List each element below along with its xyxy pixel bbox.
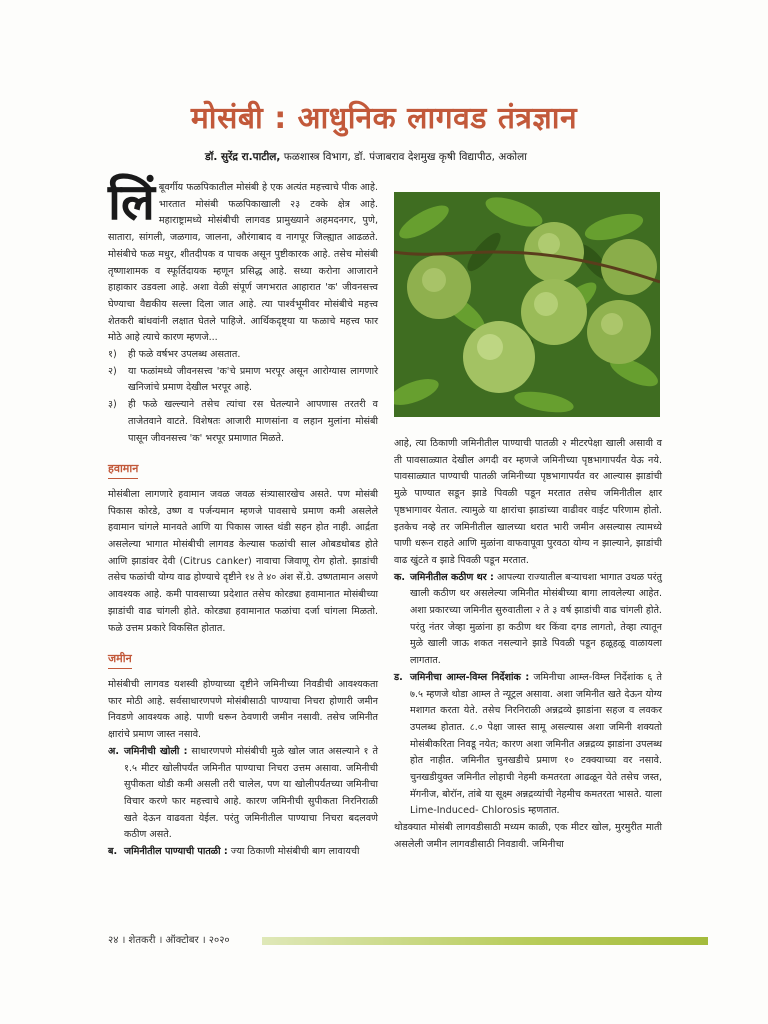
- item-lead: जमिनीची खोली :: [124, 745, 188, 757]
- mosambi-fruit-photo: [394, 192, 660, 417]
- list-item: [108, 347, 378, 364]
- water-level-item: [108, 844, 378, 861]
- ph-item: [394, 670, 662, 820]
- item-lead: जमिनीचा आम्ल-विम्ल निर्देशांक :: [410, 671, 530, 683]
- intro-text: बूवर्गीय फळपिकातील मोसंबी हे एक अत्यंत महत्त्वाचे पीक आहे. भारतात मोसंबी फळपिकाखाली २३ टक्के क्षेत्र आहे. महाराष्ट्रामध्ये मोसंबीची लागवड प्रामुख्याने अहमदनगर, पुणे, सातारा, सांगली, जळगाव, जालना, औरंगाबाद व नागपूर जिल्ह्यात आढळते. मोसंबीचे फळ मधुर, शीतदीपक व पाचक असून पुष्टीकारक आहे. तसेच मोसंबी तृष्णाशामक व स्फूर्तिदायक म्हणून प्रसिद्ध आहे. सध्या करोना आजाराने हाहाकार उडवला आहे. अशा वेळी संपूर्ण जगभरात आहारात 'क' जीवनसत्त्व घेण्याचा वैद्यकीय सल्ला दिला जात आहे. त्या पार्श्वभूमीवर मोसंबीचे महत्त्व शेतकरी बांधवांनी लक्षात घेतले पाहिजे. आर्थिकदृष्ट्या या फळाचे महत्त्व फार मोठे आहे त्याचे कारण म्हणजे...: [108, 182, 378, 344]
- item-text: ज्या ठिकाणी मोसंबीची बाग लावायची: [230, 846, 360, 858]
- page-footer: २४ । शेतकरी । ऑक्टोबर । २०२०: [108, 935, 230, 946]
- list-item: [108, 364, 378, 397]
- item-text: जमिनीचा आम्ल-विम्ल निर्देशांक ६ ते ७.५ म्हणजे थोडा आम्ल ते न्यूट्रल असावा. अशा जमिनीत खते देऊन योग्य मशागत करता येते. तसेच निरनिराळी अन्नद्रव्ये झाडांना सहज व लवकर उपलब्ध होतात. ८.० पेक्षा जास्त सामू असल्यास अशा जमिनी शक्यतो मोसंबीकरिता निवडू नयेत; कारण अशा जमिनीत अन्नद्रव्य झाडांना उपलब्ध होत नाहीत. जमिनीत चुनखडीचे प्रमाण १० टक्क्याच्या वर नसावे. चुनखडीयुक्त जमिनीत लोहाची नेहमी कमतरता आढळून येते तसेच जस्त, मॅगनीज, बोरॉन, तांबे या सूक्ष्म अन्नद्रव्यांची नेहमीच कमतरता भासते. याला Lime-Induced- Chlorosis म्हणतात.: [410, 671, 662, 817]
- drop-cap: लिं: [108, 172, 155, 231]
- right-column: [394, 436, 662, 854]
- item-label: ड.: [394, 671, 403, 683]
- author-line: [205, 150, 705, 164]
- intro-paragraph: [108, 172, 378, 347]
- section-heading-climate: हवामान: [108, 461, 138, 479]
- item-lead: जमिनीतील पाण्याची पातळी :: [124, 846, 228, 858]
- list-text: ही फळे खल्ल्याने तसेच त्यांचा रस घेतल्याने आपणास तरतरी व ताजेतवाने वाटते. विशेषतः आजारी माणसांना व लहान मुलांना मोसंबी पासून जीवनसत्त्व 'क' भरपूर प्रमाणात मिळते.: [128, 399, 378, 444]
- soil-depth-item: [108, 744, 378, 844]
- closing-paragraph: थोडक्यात मोसंबी लागवडीसाठी मध्यम काळी, एक मीटर खोल, मुरमुरीत माती असलेली जमीन लागवडीसाठी निवडावी. जमिनीचा: [394, 822, 662, 850]
- list-number: १): [108, 349, 117, 361]
- item-label: ब.: [108, 846, 118, 858]
- footer-color-bar: [262, 937, 708, 945]
- article-title: मोसंबी : आधुनिक लागवड तंत्रज्ञान: [190, 101, 578, 136]
- list-text: ही फळे वर्षभर उपलब्ध असतात.: [128, 349, 241, 361]
- item-lead: जमिनीतील कठीण थर :: [410, 571, 494, 583]
- author-name: डॉ. सुरेंद्र रा.पाटील,: [205, 151, 281, 163]
- soil-paragraph: मोसंबीची लागवड यशस्वी होण्याच्या दृष्टीने जमिनीच्या निवडीची आवश्यकता फार मोठी आहे. सर्वसाधारणपणे मोसंबीसाठी पाण्याचा निचरा होणारी जमीन निवडणे आवश्यक आहे. पाणी धरून ठेवणारी जमीन नसावी. तसेच जमिनीत क्षारांचे प्रमाण जास्त नसावे.: [108, 678, 378, 741]
- item-label: अ.: [108, 745, 119, 757]
- list-item: [108, 397, 378, 447]
- author-affiliation: फळशास्त्र विभाग, डॉ. पंजाबराव देशमुख कृषी विद्यापीठ, अकोला: [283, 151, 527, 163]
- left-column: [108, 172, 378, 861]
- list-text: या फळांमध्ये जीवनसत्त्व 'क'चे प्रमाण भरपूर असून आरोग्यास लागणारे खनिजांचे प्रमाण देखील भरपूर आहे.: [128, 365, 378, 394]
- list-number: २): [108, 365, 117, 377]
- hard-layer-item: [394, 570, 662, 670]
- citrus-tree-image: [394, 192, 660, 417]
- list-number: ३): [108, 399, 117, 411]
- water-level-continued: आहे, त्या ठिकाणी जमिनीतील पाण्याची पातळी २ मीटरपेक्षा खाली असावी व ती पावसाळ्यात देखील अगदी वर म्हणजे जमिनीच्या पृष्ठभागापर्यंत येऊ नये. पावसाळ्यात पाण्याची पातळी जमिनीच्या पृष्ठभागापर्यंत वर आल्यास झाडांची मुळे पाण्यात सडून झाडे पिवळी पडून मरतात तसेच जमिनीतील क्षार पृष्ठभागावर येतात. त्यामुळे या क्षारांचा झाडांच्या वाढीवर वाईट परिणाम होतो. इतकेच नव्हे तर जमिनीतील खालच्या थरात भारी जमीन असल्यास त्यामध्ये पाणी धरून राहते आणि मुळांना वाफवापूवा पुरवठा योग्य न झाल्याने, झाडांची वाढ खुंटते व झाडे पिवळी पडून मरतात.: [394, 438, 662, 566]
- item-label: क.: [394, 571, 406, 583]
- item-text: आपल्या राज्यातील बऱ्याचशा भागात उथळ परंतु खाली कठीण थर असलेल्या जमिनीत मोसंबीच्या बागा लावलेल्या आहेत. अशा प्रकारच्या जमिनीत सुरुवातीला २ ते ३ वर्ष झाडांची वाढ चांगली होते. परंतु नंतर जेव्हा मुळांना हा कठीण थर किंवा दगड लागतो, तेव्हा त्यातून मुळे खाली जाऊ शकत नसल्याने झाडे पिवळी पडून हळूहळू वाळायला लागतात.: [410, 571, 662, 667]
- climate-paragraph: मोसंबीला लागणारे हवामान जवळ जवळ संत्र्यासारखेच असते. पण मोसंबी पिकास कोरडे, उष्ण व पर्जन्यमान म्हणजे पावसाचे प्रमाण कमी असलेले हवामान चांगले मानवते आणि या पिकास जास्त थंडी सहन होत नाही. आर्द्रता असलेल्या भागात मोसंबीची लागवड केल्यास फळांची साल ओबडधोबड होते आणि झाडांवर देवी (Citrus canker) नावाचा जिवाणू रोग होतो. झाडांची तसेच फळांची योग्य वाढ होण्याचे दृष्टीने १४ ते ४० अंश सें.ग्रे. उष्णतामान असणे आवश्यक आहे. कमी पावसाच्या प्रदेशात तसेच कोरड्या हवामानात मोसंबीच्या झाडांची वाढ चांगली होते. कोरड्या हवामानात फळांचा दर्जा चांगला मिळतो. फळे उत्तम प्रकारे विकसित होतात.: [108, 488, 378, 634]
- section-heading-soil: जमीन: [108, 651, 132, 669]
- item-text: साधारणपणे मोसंबीची मुळे खोल जात असल्याने १ ते १.५ मीटर खोलीपर्यंत जमिनीत पाण्याचा निचरा उत्तम असावा. जमिनीची सुपीकता थोडी कमी असली तरी चालेल, पण या खोलीपर्यंतच्या जमिनीचा विचार करणे फार महत्त्वाचे आहे. कारण जमिनीची सुपीकता निरनिराळी खते देऊन वाढवता येईल. परंतु जमिनीतील पाण्याचा निचरा बदलवणे कठीण असते.: [124, 745, 378, 841]
